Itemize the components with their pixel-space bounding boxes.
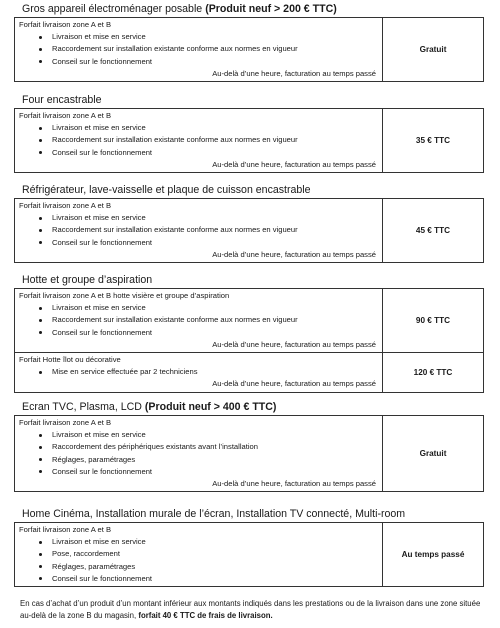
list-item: Conseil sur le fonctionnement <box>46 56 378 68</box>
section-title: Ecran TVC, Plasma, LCD (Produit neuf > 400 € TTC) <box>22 401 277 413</box>
list-item: Conseil sur le fonctionnement <box>46 573 378 585</box>
section-four-encastrable <box>14 94 484 173</box>
list-item: Raccordement sur installation existante conforme aux normes en vigueur <box>46 43 378 55</box>
service-list <box>19 536 378 585</box>
service-list <box>19 122 378 159</box>
section-title: Home Cinéma, Installation murale de l’écran, Installation TV connecté, Multi-room <box>22 508 406 520</box>
forfait-label: Forfait livraison zone A et B <box>19 20 112 29</box>
list-item: Raccordement sur installation existante conforme aux normes en vigueur <box>46 314 378 326</box>
service-list <box>19 366 378 378</box>
service-list <box>19 302 378 339</box>
list-item: Réglages, paramétrages <box>46 561 378 573</box>
list-item: Raccordement sur installation existante conforme aux normes en vigueur <box>46 224 378 236</box>
service-details <box>15 289 382 352</box>
list-item: Conseil sur le fonctionnement <box>46 237 378 249</box>
price-cell: 35 € TTC <box>382 109 483 172</box>
service-list <box>19 212 378 249</box>
price-cell: 45 € TTC <box>382 199 483 262</box>
service-box <box>14 108 484 173</box>
list-item: Livraison et mise en service <box>46 536 378 548</box>
billing-note: Au-delà d’une heure, facturation au temps passé <box>212 379 376 389</box>
billing-note: Au-delà d’une heure, facturation au temps passé <box>212 159 376 169</box>
list-item: Mise en service effectuée par 2 techniciens <box>46 366 378 378</box>
list-item: Livraison et mise en service <box>46 122 378 134</box>
service-list <box>19 31 378 68</box>
service-details <box>15 353 382 392</box>
list-item: Livraison et mise en service <box>46 302 378 314</box>
service-details <box>15 199 382 262</box>
forfait-label: Forfait Hotte îlot ou décorative <box>19 355 121 365</box>
list-item: Livraison et mise en service <box>46 429 378 441</box>
list-item: Raccordement sur installation existante conforme aux normes en vigueur <box>46 134 378 146</box>
section-title: Hotte et groupe d’aspiration <box>22 274 153 286</box>
section-refrigerateur <box>14 184 484 263</box>
section-gros-electromenager <box>14 3 484 82</box>
section-home-cinema <box>14 508 484 587</box>
forfait-label: Forfait livraison zone A et B <box>19 201 112 210</box>
service-box <box>14 415 484 492</box>
billing-note: Au-delà d’une heure, facturation au temps passé <box>212 479 376 489</box>
section-title: Four encastrable <box>22 94 102 106</box>
list-item: Pose, raccordement <box>46 548 378 560</box>
list-item: Livraison et mise en service <box>46 31 378 43</box>
service-box <box>14 353 484 393</box>
list-item: Conseil sur le fonctionnement <box>46 327 378 339</box>
billing-note: Au-delà d’une heure, facturation au temps passé <box>212 249 376 259</box>
price-cell: 120 € TTC <box>382 353 483 392</box>
list-item: Conseil sur le fonctionnement <box>46 466 378 478</box>
price-cell: Gratuit <box>382 416 483 491</box>
billing-note: Au-delà d’une heure, facturation au temps passé <box>212 339 376 349</box>
price-cell: Gratuit <box>382 18 483 81</box>
price-cell: Au temps passé <box>382 523 483 586</box>
service-details <box>15 18 382 81</box>
forfait-label: Forfait livraison zone A et B <box>19 525 112 534</box>
service-details <box>15 109 382 172</box>
price-cell: 90 € TTC <box>382 289 483 352</box>
service-details <box>15 416 382 491</box>
section-title: Réfrigérateur, lave-vaisselle et plaque de cuisson encastrable <box>22 184 311 196</box>
billing-note: Au-delà d’une heure, facturation au temps passé <box>212 68 376 78</box>
section-title: Gros appareil électroménager posable (Produit neuf > 200 € TTC) <box>22 3 337 15</box>
list-item: Raccordement des périphériques existants avant l’installation <box>46 441 378 453</box>
service-box <box>14 288 484 353</box>
service-list <box>19 429 378 478</box>
footer-text: En cas d’achat d’un produit d’un montant inférieur aux montants indiqués dans les prestations ou de la livraison dans une zone située au-delà de la zone B du magasin, <box>20 599 481 620</box>
forfait-label: Forfait livraison zone A et B <box>19 111 112 120</box>
list-item: Conseil sur le fonctionnement <box>46 147 378 159</box>
forfait-label: Forfait livraison zone A et B hotte visière et groupe d’aspiration <box>19 291 230 300</box>
list-item: Livraison et mise en service <box>46 212 378 224</box>
service-box <box>14 522 484 587</box>
section-ecran-tv <box>14 401 484 492</box>
footer-note <box>20 598 486 622</box>
section-hotte <box>14 274 484 393</box>
footer-bold-text: forfait 40 € TTC de frais de livraison. <box>138 611 273 620</box>
list-item: Réglages, paramétrages <box>46 454 378 466</box>
service-box <box>14 17 484 82</box>
service-box <box>14 198 484 263</box>
forfait-label: Forfait livraison zone A et B <box>19 418 112 427</box>
service-details <box>15 523 382 586</box>
